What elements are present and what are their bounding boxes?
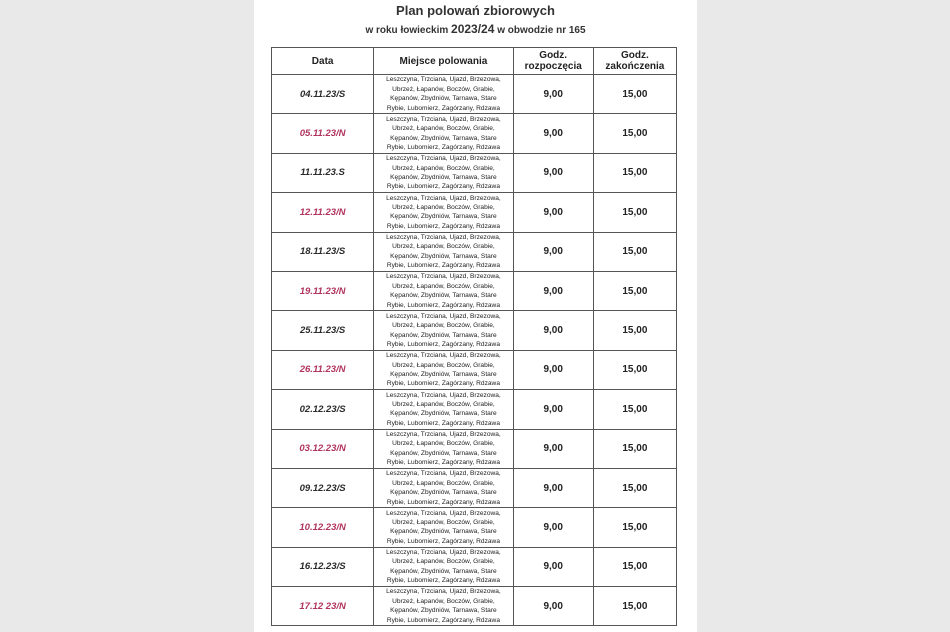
- row-date: 05.11.23/N: [272, 114, 374, 153]
- place-line: Leszczyna, Trzciana, Ujazd, Brzezowa,: [386, 273, 501, 281]
- table-row: [272, 429, 677, 468]
- place-line: Leszczyna, Trzciana, Ujazd, Brzezowa,: [386, 352, 501, 360]
- place-line: Kępanów, Zbydniów, Tarnawa, Stare: [390, 134, 497, 142]
- row-start-time: 9,00: [513, 547, 593, 586]
- place-line: Rybie, Lubomierz, Zagórzany, Rdzawa: [386, 104, 500, 112]
- place-line: Kępanów, Zbydniów, Tarnawa, Stare: [390, 528, 497, 536]
- row-place: [374, 193, 513, 232]
- place-line: Leszczyna, Trzciana, Ujazd, Brzezowa,: [386, 549, 501, 557]
- place-line: Rybie, Lubomierz, Zagórzany, Rdzawa: [386, 262, 500, 270]
- row-place: [374, 468, 513, 507]
- table-row: [272, 75, 677, 114]
- table-row: [272, 114, 677, 153]
- row-end-time: 15,00: [593, 114, 676, 153]
- place-line: Rybie, Lubomierz, Zagórzany, Rdzawa: [386, 459, 500, 467]
- row-end-time: 15,00: [593, 350, 676, 389]
- row-end-time: 15,00: [593, 468, 676, 507]
- place-line: Leszczyna, Trzciana, Ujazd, Brzezowa,: [386, 194, 501, 202]
- row-date: 09.12.23/S: [272, 468, 374, 507]
- document-title: Plan polowań zbiorowych: [396, 3, 555, 18]
- place-line: Kępanów, Zbydniów, Tarnawa, Stare: [390, 252, 497, 260]
- place-line: Leszczyna, Trzciana, Ujazd, Brzezowa,: [386, 588, 501, 596]
- row-place: [374, 271, 513, 310]
- place-line: Ubrzeż, Łapanów, Boczów, Grabie,: [392, 519, 495, 527]
- row-place: [374, 311, 513, 350]
- place-line: Leszczyna, Trzciana, Ujazd, Brzezowa,: [386, 509, 501, 517]
- row-end-time: 15,00: [593, 390, 676, 429]
- row-place: [374, 114, 513, 153]
- row-place: [374, 350, 513, 389]
- row-start-time: 9,00: [513, 193, 593, 232]
- row-start-time: 9,00: [513, 468, 593, 507]
- row-end-time: 15,00: [593, 587, 676, 626]
- row-end-time: 15,00: [593, 508, 676, 547]
- place-line: Kępanów, Zbydniów, Tarnawa, Stare: [390, 292, 497, 300]
- document-page: [254, 0, 697, 632]
- row-end-time: 15,00: [593, 429, 676, 468]
- row-place: [374, 429, 513, 468]
- row-start-time: 9,00: [513, 75, 593, 114]
- header-date: Data: [272, 48, 374, 75]
- row-end-time: 15,00: [593, 75, 676, 114]
- table-row: [272, 468, 677, 507]
- row-date: 19.11.23/N: [272, 271, 374, 310]
- place-line: Ubrzeż, Łapanów, Boczów, Grabie,: [392, 282, 495, 290]
- place-line: Leszczyna, Trzciana, Ujazd, Brzezowa,: [386, 430, 501, 438]
- row-date: 25.11.23/S: [272, 311, 374, 350]
- row-start-time: 9,00: [513, 390, 593, 429]
- header-place: Miejsce polowania: [374, 48, 513, 75]
- table-row: [272, 390, 677, 429]
- place-line: Rybie, Lubomierz, Zagórzany, Rdzawa: [386, 419, 500, 427]
- row-place: [374, 390, 513, 429]
- row-end-time: 15,00: [593, 232, 676, 271]
- row-end-time: 15,00: [593, 547, 676, 586]
- row-start-time: 9,00: [513, 587, 593, 626]
- row-date: 16.12.23/S: [272, 547, 374, 586]
- row-place: [374, 153, 513, 192]
- place-line: Rybie, Lubomierz, Zagórzany, Rdzawa: [386, 143, 500, 151]
- place-line: Ubrzeż, Łapanów, Boczów, Grabie,: [392, 479, 495, 487]
- place-line: Rybie, Lubomierz, Zagórzany, Rdzawa: [386, 498, 500, 506]
- row-date: 03.12.23/N: [272, 429, 374, 468]
- place-line: Kępanów, Zbydniów, Tarnawa, Stare: [390, 370, 497, 378]
- place-line: Ubrzeż, Łapanów, Boczów, Grabie,: [392, 440, 495, 448]
- subtitle-prefix: w roku łowieckim: [365, 25, 449, 36]
- place-line: Kępanów, Zbydniów, Tarnawa, Stare: [390, 410, 497, 418]
- table-row: [272, 547, 677, 586]
- hunting-season: 2023/24: [451, 22, 495, 36]
- place-line: Kępanów, Zbydniów, Tarnawa, Stare: [390, 607, 497, 615]
- place-line: Ubrzeż, Łapanów, Boczów, Grabie,: [392, 203, 495, 211]
- table-row: [272, 193, 677, 232]
- place-line: Rybie, Lubomierz, Zagórzany, Rdzawa: [386, 616, 500, 624]
- place-line: Ubrzeż, Łapanów, Boczów, Grabie,: [392, 322, 495, 330]
- place-line: Leszczyna, Trzciana, Ujazd, Brzezowa,: [386, 391, 501, 399]
- header-end-time: Godz. zakończenia: [593, 48, 676, 75]
- place-line: Rybie, Lubomierz, Zagórzany, Rdzawa: [386, 301, 500, 309]
- row-date: 17.12 23/N: [272, 587, 374, 626]
- row-date: 04.11.23/S: [272, 75, 374, 114]
- place-line: Leszczyna, Trzciana, Ujazd, Brzezowa,: [386, 76, 501, 84]
- row-place: [374, 232, 513, 271]
- table-row: [272, 153, 677, 192]
- table-row: [272, 350, 677, 389]
- place-line: Ubrzeż, Łapanów, Boczów, Grabie,: [392, 558, 495, 566]
- place-line: Rybie, Lubomierz, Zagórzany, Rdzawa: [386, 380, 500, 388]
- place-line: Leszczyna, Trzciana, Ujazd, Brzezowa,: [386, 470, 501, 478]
- place-line: Ubrzeż, Łapanów, Boczów, Grabie,: [392, 243, 495, 251]
- row-start-time: 9,00: [513, 153, 593, 192]
- row-start-time: 9,00: [513, 311, 593, 350]
- place-line: Kępanów, Zbydniów, Tarnawa, Stare: [390, 489, 497, 497]
- row-start-time: 9,00: [513, 508, 593, 547]
- place-line: Ubrzeż, Łapanów, Boczów, Grabie,: [392, 164, 495, 172]
- table-row: [272, 508, 677, 547]
- place-line: Rybie, Lubomierz, Zagórzany, Rdzawa: [386, 222, 500, 230]
- place-line: Ubrzeż, Łapanów, Boczów, Grabie,: [392, 85, 495, 93]
- hunting-schedule-table: [271, 47, 677, 626]
- header-start-time: Godz. rozpoczęcia: [513, 48, 593, 75]
- place-line: Rybie, Lubomierz, Zagórzany, Rdzawa: [386, 577, 500, 585]
- row-end-time: 15,00: [593, 193, 676, 232]
- table-body: [272, 75, 677, 626]
- subtitle-suffix: w obwodzie nr 165: [497, 25, 586, 36]
- row-start-time: 9,00: [513, 114, 593, 153]
- row-date: 12.11.23/N: [272, 193, 374, 232]
- row-start-time: 9,00: [513, 232, 593, 271]
- row-start-time: 9,00: [513, 429, 593, 468]
- place-line: Ubrzeż, Łapanów, Boczów, Grabie,: [392, 361, 495, 369]
- place-line: Kępanów, Zbydniów, Tarnawa, Stare: [390, 173, 497, 181]
- place-line: Rybie, Lubomierz, Zagórzany, Rdzawa: [386, 183, 500, 191]
- place-line: Kępanów, Zbydniów, Tarnawa, Stare: [390, 331, 497, 339]
- row-start-time: 9,00: [513, 350, 593, 389]
- place-line: Kępanów, Zbydniów, Tarnawa, Stare: [390, 567, 497, 575]
- place-line: Ubrzeż, Łapanów, Boczów, Grabie,: [392, 400, 495, 408]
- row-place: [374, 508, 513, 547]
- row-end-time: 15,00: [593, 153, 676, 192]
- table-row: [272, 311, 677, 350]
- table-row: [272, 271, 677, 310]
- table-row: [272, 587, 677, 626]
- document-subtitle: [254, 22, 697, 36]
- row-place: [374, 587, 513, 626]
- row-date: 26.11.23/N: [272, 350, 374, 389]
- place-line: Kępanów, Zbydniów, Tarnawa, Stare: [390, 95, 497, 103]
- place-line: Kępanów, Zbydniów, Tarnawa, Stare: [390, 213, 497, 221]
- table-header-row: [272, 48, 677, 75]
- row-place: [374, 547, 513, 586]
- table-row: [272, 232, 677, 271]
- place-line: Leszczyna, Trzciana, Ujazd, Brzezowa,: [386, 233, 501, 241]
- place-line: Leszczyna, Trzciana, Ujazd, Brzezowa,: [386, 155, 501, 163]
- row-date: 02.12.23/S: [272, 390, 374, 429]
- row-date: 10.12.23/N: [272, 508, 374, 547]
- place-line: Rybie, Lubomierz, Zagórzany, Rdzawa: [386, 537, 500, 545]
- row-end-time: 15,00: [593, 271, 676, 310]
- place-line: Leszczyna, Trzciana, Ujazd, Brzezowa,: [386, 115, 501, 123]
- place-line: Ubrzeż, Łapanów, Boczów, Grabie,: [392, 597, 495, 605]
- row-start-time: 9,00: [513, 271, 593, 310]
- row-place: [374, 75, 513, 114]
- place-line: Rybie, Lubomierz, Zagórzany, Rdzawa: [386, 340, 500, 348]
- row-date: 18.11.23/S: [272, 232, 374, 271]
- place-line: Kępanów, Zbydniów, Tarnawa, Stare: [390, 449, 497, 457]
- place-line: Ubrzeż, Łapanów, Boczów, Grabie,: [392, 125, 495, 133]
- row-end-time: 15,00: [593, 311, 676, 350]
- place-line: Leszczyna, Trzciana, Ujazd, Brzezowa,: [386, 312, 501, 320]
- row-date: 11.11.23.S: [272, 153, 374, 192]
